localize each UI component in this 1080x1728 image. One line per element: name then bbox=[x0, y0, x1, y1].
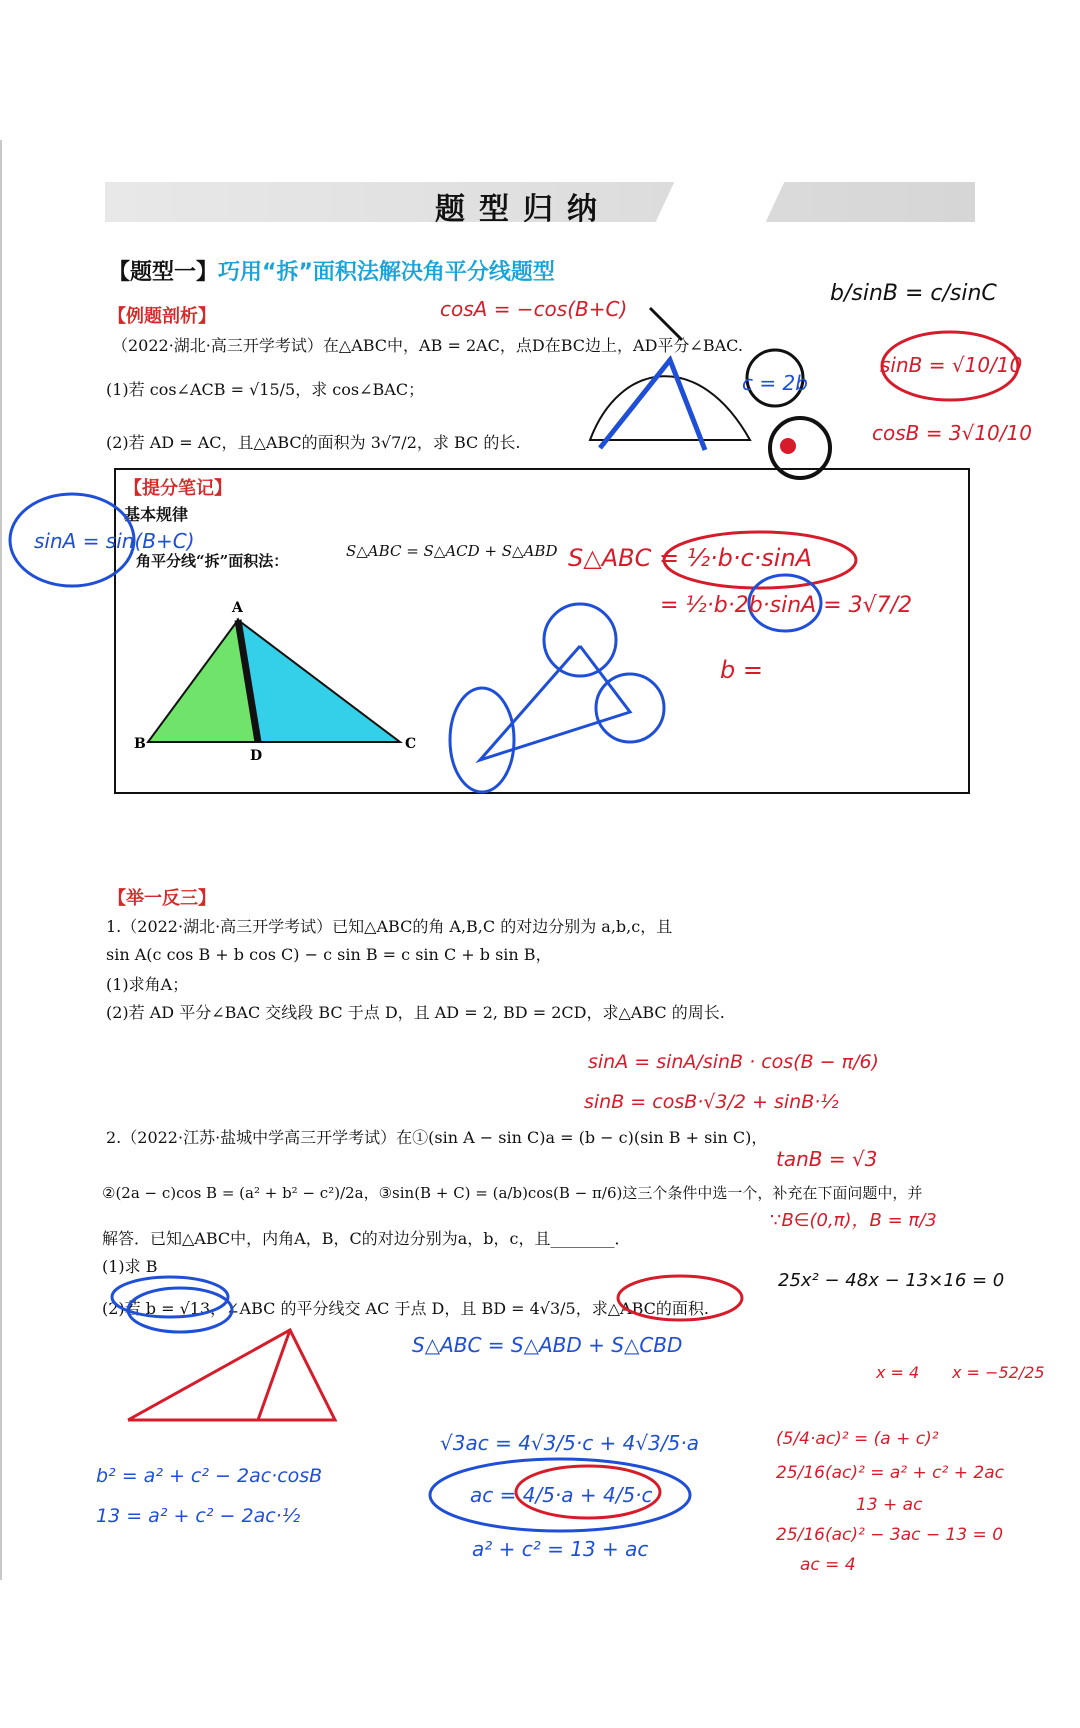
p2-question-2: (2)若 b = √13，∠ABC 的平分线交 AC 于点 D，且 BD = 4√3/5，求△ABC的面积. bbox=[102, 1299, 709, 1318]
hw-e-3: x = −52/25 bbox=[952, 1363, 1045, 1382]
hw-r-4: 25/16(ac)² − 3ac − 13 = 0 bbox=[776, 1525, 1004, 1545]
topic-label: 【题型一】 bbox=[108, 260, 219, 285]
notes-label: 【提分笔记】 bbox=[124, 478, 232, 499]
hw-r-3: 13 + ac bbox=[856, 1495, 923, 1515]
p1-question-2: (2)若 AD 平分∠BAC 交线段 BC 于点 D，且 AD = 2, BD = 2CD，求△ABC 的周长. bbox=[106, 1003, 725, 1022]
example-section-label: 【例题剖析】 bbox=[108, 306, 216, 327]
hw-b-1: b² = a² + c² − 2ac·cosB bbox=[96, 1465, 323, 1487]
hw-m-3: tanB = √3 bbox=[776, 1147, 878, 1171]
vertex-label-c: C bbox=[405, 736, 417, 752]
p1-line-1: 1.（2022·湖北·高三开学考试）已知△ABC的角 A,B,C 的对边分别为 a,b,c，且 bbox=[106, 917, 673, 936]
hw-top-5: cosB = 3√10/10 bbox=[872, 421, 1032, 445]
example-intro: （2022·湖北·高三开学考试）在△ABC中，AB = 2AC，点D在BC边上，AD平分∠BAC. bbox=[112, 336, 743, 355]
b-value-circle bbox=[112, 1277, 228, 1317]
topic-text: 巧用“拆”面积法解决角平分线题型 bbox=[218, 260, 555, 285]
hw-e-2: x = 4 bbox=[876, 1363, 920, 1382]
hw-area-1: S△ABC = ½·b·c·sinA bbox=[568, 544, 813, 572]
hw-top-6: sinA = sin(B+C) bbox=[34, 529, 195, 553]
hw-m-2: sinB = cosB·√3/2 + sinB·½ bbox=[584, 1091, 839, 1113]
notes-rule: 角平分线“拆”面积法： bbox=[136, 552, 289, 570]
example-question-2: (2)若 AD = AC，且△ABC的面积为 3√7/2，求 BC 的长. bbox=[106, 433, 521, 452]
hw-b-2: 13 = a² + c² − 2ac·½ bbox=[96, 1505, 301, 1527]
hw-area-3: b = bbox=[720, 656, 763, 684]
area-question-circle bbox=[618, 1276, 742, 1320]
hw-m-4: ∵B∈(0,π)，B = π/3 bbox=[770, 1210, 937, 1231]
practice-section-label: 【举一反三】 bbox=[108, 888, 216, 909]
sketch-circle-b bbox=[450, 688, 514, 792]
vertex-label-b: B bbox=[134, 736, 146, 752]
p2-line-3: 解答．已知△ABC中，内角A，B，C的对边分别为a，b，c，且________． bbox=[102, 1229, 631, 1248]
banner-title: 题型归纳 bbox=[435, 192, 611, 227]
p2-triangle-diagram bbox=[128, 1288, 335, 1420]
hw-s-3: ac = 4/5·a + 4/5·c bbox=[470, 1483, 653, 1507]
hw-top-2: cosA = −cos(B+C) bbox=[440, 297, 628, 321]
hw-e-1: 25x² − 48x − 13×16 = 0 bbox=[778, 1270, 1005, 1291]
hw-m-1: sinA = sinA/sinB · cos(B − π/6) bbox=[588, 1051, 879, 1073]
notes-basic: 基本规律 bbox=[124, 505, 189, 524]
hw-s-1: S△ABC = S△ABD + S△CBD bbox=[412, 1333, 683, 1357]
hw-r-5: ac = 4 bbox=[800, 1555, 856, 1575]
hw-top-3: c = 2b bbox=[742, 371, 808, 395]
sketch-circle-a bbox=[544, 604, 616, 676]
hw-r-1: (5/4·ac)² = (a + c)² bbox=[776, 1429, 939, 1449]
vertex-label-d: D bbox=[250, 748, 263, 764]
notes-formula: S△ABC = S△ACD + S△ABD bbox=[346, 542, 558, 560]
handwriting bbox=[34, 281, 1045, 1575]
notes-triangle-diagram bbox=[134, 600, 416, 764]
example-question-1: (1)若 cos∠ACB = √15/5，求 cos∠BAC； bbox=[106, 380, 425, 399]
p2-line-1: 2.（2022·江苏·盐城中学高三开学考试）在①(sin A − sin C)a = (b − c)(sin B + sin C)， bbox=[106, 1128, 768, 1147]
p1-line-2: sin A(c cos B + b cos C) − c sin B = c sin C + b sin B， bbox=[106, 945, 552, 964]
p2-question-1: (1)求 B bbox=[102, 1257, 158, 1276]
sketch-circle-c bbox=[596, 674, 664, 742]
hw-top-4: sinB = √10/10 bbox=[880, 353, 1023, 377]
vertex-label-a: A bbox=[232, 600, 243, 616]
triangle-right-region bbox=[238, 620, 400, 742]
p1-question-1: (1)求角A； bbox=[106, 975, 189, 994]
hw-s-4: a² + c² = 13 + ac bbox=[472, 1537, 649, 1561]
p2-line-2: ②(2a − c)cos B = (a² + b² − c²)/2a，③sin(B + C) = (a/b)cos(B − π/6)这三个条件中选一个，补充在下面问题中，并 bbox=[102, 1184, 923, 1202]
hw-s-2: √3ac = 4√3/5·c + 4√3/5·a bbox=[440, 1431, 699, 1455]
hw-r-2: 25/16(ac)² = a² + c² + 2ac bbox=[776, 1463, 1004, 1483]
hw-top-1: b/sinB = c/sinC bbox=[830, 281, 997, 306]
hw-area-2: = ½·b·2b·sinA = 3√7/2 bbox=[660, 593, 913, 618]
